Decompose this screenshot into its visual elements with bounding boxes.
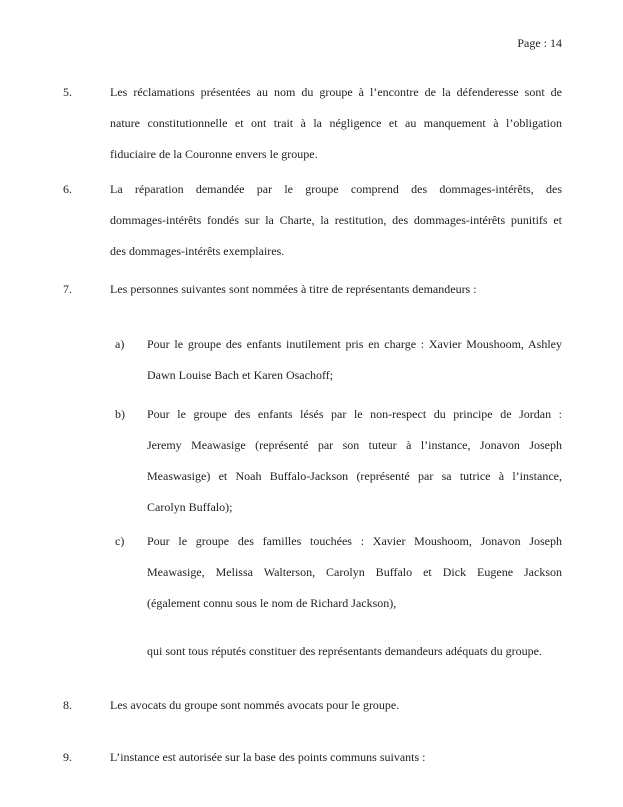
paragraph-7 bbox=[63, 274, 562, 305]
paragraph-line: La réparation demandée par le groupe comprend des dommages-intérêts, des bbox=[110, 182, 562, 196]
subitem-letter: c) bbox=[115, 534, 125, 548]
paragraph-body bbox=[110, 690, 562, 721]
paragraph-line: fiduciaire de la Couronne envers le groupe. bbox=[110, 147, 318, 161]
subitem-b bbox=[115, 399, 562, 523]
subitem-line: Meawasige, Melissa Walterson, Carolyn Buffalo et Dick Eugene Jackson bbox=[147, 565, 562, 579]
subitem-line: Measwasige) et Noah Buffalo-Jackson (représenté par sa tutrice à l’instance, bbox=[147, 469, 562, 483]
paragraph-body bbox=[110, 742, 562, 773]
paragraph-line: des dommages-intérêts exemplaires. bbox=[110, 244, 285, 258]
subitem-letter: b) bbox=[115, 407, 125, 421]
page-number: Page : 14 bbox=[517, 36, 562, 50]
subitem-line: Pour le groupe des enfants inutilement pris en charge : Xavier Moushoom, Ashley bbox=[147, 337, 562, 351]
paragraph-6 bbox=[63, 174, 562, 267]
paragraph-number: 5. bbox=[63, 85, 72, 99]
subitem-body bbox=[147, 526, 562, 619]
paragraph-8 bbox=[63, 690, 562, 721]
subitem-body bbox=[147, 399, 562, 523]
paragraph-5 bbox=[63, 77, 562, 170]
paragraph-line: L’instance est autorisée sur la base des points communs suivants : bbox=[110, 750, 426, 764]
paragraph-number: 7. bbox=[63, 282, 72, 296]
subitem-line: Pour le groupe des enfants lésés par le non-respect du principe de Jordan : bbox=[147, 407, 562, 421]
subitem-line: Dawn Louise Bach et Karen Osachoff; bbox=[147, 368, 334, 382]
subitem-a bbox=[115, 329, 562, 391]
subitem-body bbox=[147, 329, 562, 391]
paragraph-number: 8. bbox=[63, 698, 72, 712]
paragraph-number: 9. bbox=[63, 750, 72, 764]
subitem-c bbox=[115, 526, 562, 619]
paragraph-line: nature constitutionnelle et ont trait à la négligence et au manquement à l’obligation bbox=[110, 116, 562, 130]
subitem-line: (également connu sous le nom de Richard Jackson), bbox=[147, 596, 397, 610]
paragraph-body bbox=[110, 77, 562, 170]
paragraph-9 bbox=[63, 742, 562, 773]
continuation-line: qui sont tous réputés constituer des représentants demandeurs adéquats du groupe. bbox=[147, 644, 542, 658]
paragraph-line: Les personnes suivantes sont nommées à titre de représentants demandeurs : bbox=[110, 282, 477, 296]
paragraph-body bbox=[110, 274, 562, 305]
paragraph-7-continuation bbox=[147, 636, 562, 667]
paragraph-number: 6. bbox=[63, 182, 72, 196]
paragraph-line: Les réclamations présentées au nom du groupe à l’encontre de la défenderesse sont de bbox=[110, 85, 562, 99]
subitem-line: Pour le groupe des familles touchées : Xavier Moushoom, Jonavon Joseph bbox=[147, 534, 562, 548]
subitem-line: Jeremy Meawasige (représenté par son tuteur à l’instance, Jonavon Joseph bbox=[147, 438, 562, 452]
paragraph-line: dommages-intérêts fondés sur la Charte, la restitution, des dommages-intérêts punitifs et bbox=[110, 213, 562, 227]
paragraph-body bbox=[110, 174, 562, 267]
subitem-letter: a) bbox=[115, 337, 125, 351]
subitem-line: Carolyn Buffalo); bbox=[147, 500, 233, 514]
paragraph-line: Les avocats du groupe sont nommés avocats pour le groupe. bbox=[110, 698, 400, 712]
